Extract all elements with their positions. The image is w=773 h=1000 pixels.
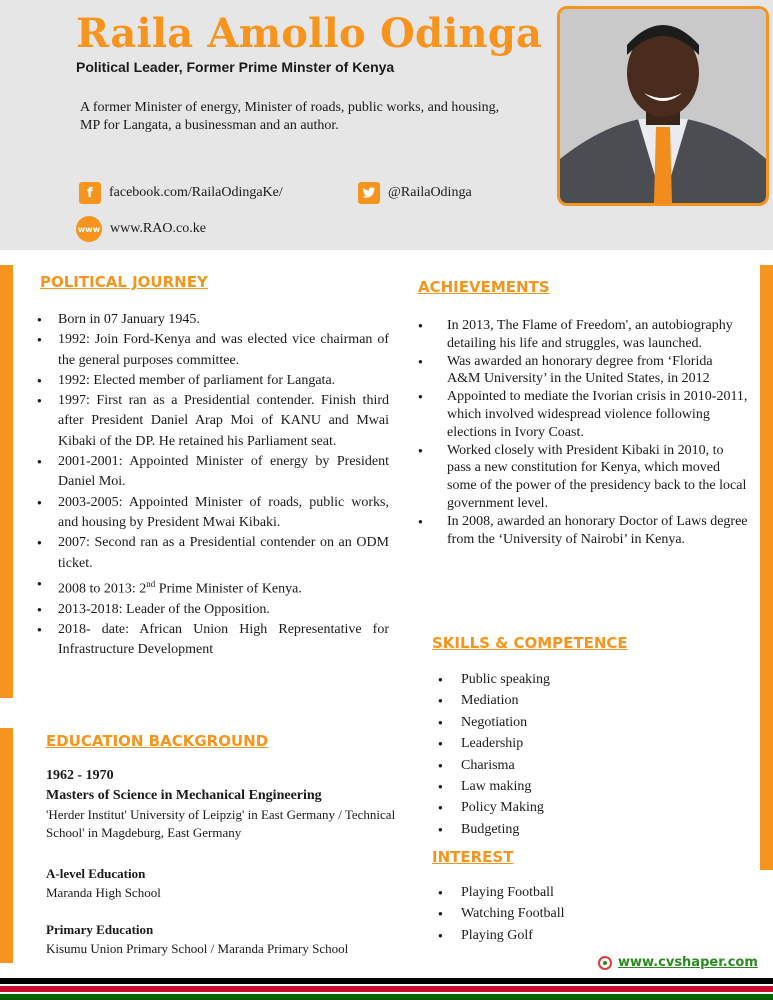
primary-school: Kisumu Union Primary School / Maranda Primary School [46,941,349,956]
list-item: ● 1992: Elected member of parliament for Langata. [37,371,389,391]
pm-prefix: 2008 to 2013: 2 [58,581,147,597]
person-name: Raila Amollo Odinga [76,10,543,57]
education-masters [46,766,406,842]
list-item: ● 2018- date: African Union High Representative for Infrastructure Development [37,620,389,661]
twitter-icon [358,182,380,204]
list-item: ● Budgeting [438,819,638,840]
interest-heading: INTEREST [432,848,514,866]
facebook-link[interactable]: facebook.com/RailaOdingaKe/ [109,185,283,200]
list-item-prime-minister [37,574,389,600]
list-item: ● Watching Football [438,903,638,924]
skills-list [438,669,638,840]
cvshaper-link-text[interactable]: www.cvshaper.com [618,955,758,970]
list-item: ● Policy Making [438,797,638,818]
website-contact[interactable] [76,216,206,242]
globe-www-icon: www [76,216,102,242]
facebook-contact[interactable] [79,182,283,204]
person-bio: A former Minister of energy, Minister of roads, public works, and housing, MP for Langata, a businessman and an author. [80,100,500,133]
education-primary [46,920,406,958]
list-item: ● Negotiation [438,712,638,733]
list-item: ● 2001-2001: Appointed Minister of energy by President Daniel Moi. [37,452,389,493]
list-item: ● In 2013, The Flame of Freedom', an autobiography detailing his life and struggles, was launched. [418,317,748,353]
list-item: ● Born in 07 January 1945. [37,310,389,330]
profile-photo [557,6,769,206]
list-item: ● Worked closely with President Kibaki in 2010, to pass a new constitution for Kenya, which moved some of the power of the presidency back to the local government level. [418,442,748,513]
facebook-icon: f [79,182,101,204]
list-item: ● 1997: First ran as a Presidential contender. Finish third after President Daniel Arap Moi of KANU and Mwai Kibaki of the DP. He retained his Parliament seat. [37,391,389,452]
list-item: ● Was awarded an honorary degree from ‘Florida A&M University’ in the United States, in 2012 [418,353,748,389]
left-accent-bar-lower [0,728,13,963]
list-item: ● 2003-2005: Appointed Minister of roads, public works, and housing by President Mwai Kibaki. [37,493,389,534]
interest-list [438,882,638,946]
achievements-list [418,317,748,548]
list-item: ● 2013-2018: Leader of the Opposition. [37,600,389,620]
list-item: ● Mediation [438,690,638,711]
list-item: ● Appointed to mediate the Ivorian crisis in 2010-2011, which involved widespread violence following elections in Ivory Coast. [418,388,748,441]
list-item: ● Playing Football [438,882,638,903]
education-degree-school: 'Herder Institut' University of Leipzig' in East Germany / Technical School' in Magdeburg, East Germany [46,807,396,840]
education-degree: Masters of Science in Mechanical Engineering [46,788,322,803]
achievements-heading: ACHIEVEMENTS [418,278,550,296]
list-item: ● Law making [438,776,638,797]
left-accent-bar [0,265,13,698]
list-item: ● 1992: Join Ford-Kenya and was elected vice chairman of the general purposes committee. [37,330,389,371]
list-item: ● Leadership [438,733,638,754]
website-link[interactable]: www.RAO.co.ke [110,221,206,236]
education-alevel [46,864,406,902]
twitter-contact[interactable] [358,182,472,204]
political-journey-heading: POLITICAL JOURNEY [40,273,208,291]
education-years: 1962 - 1970 [46,768,114,783]
twitter-handle[interactable]: @RailaOdinga [388,185,472,200]
list-item: ● Public speaking [438,669,638,690]
flag-stripe-green [0,994,773,1000]
alevel-school: Maranda High School [46,885,161,900]
cvshaper-link[interactable] [598,955,758,970]
skills-heading: SKILLS & COMPETENCE [432,634,628,652]
political-journey-list [37,310,389,661]
person-subtitle: Political Leader, Former Prime Minster of Kenya [76,59,395,75]
list-item: ● Charisma [438,755,638,776]
pm-suffix: Prime Minister of Kenya. [155,581,302,597]
alevel-title: A-level Education [46,866,146,881]
pm-ordinal-suffix: nd [146,578,156,589]
globe-icon [598,956,612,970]
list-item: ● In 2008, awarded an honorary Doctor of Laws degree from the ‘University of Nairobi’ in Kenya. [418,513,748,549]
education-heading: EDUCATION BACKGROUND [46,732,269,750]
right-accent-bar [760,265,773,870]
list-item: ● Playing Golf [438,925,638,946]
list-item: ● 2007: Second ran as a Presidential contender on an ODM ticket. [37,533,389,574]
primary-title: Primary Education [46,922,154,937]
